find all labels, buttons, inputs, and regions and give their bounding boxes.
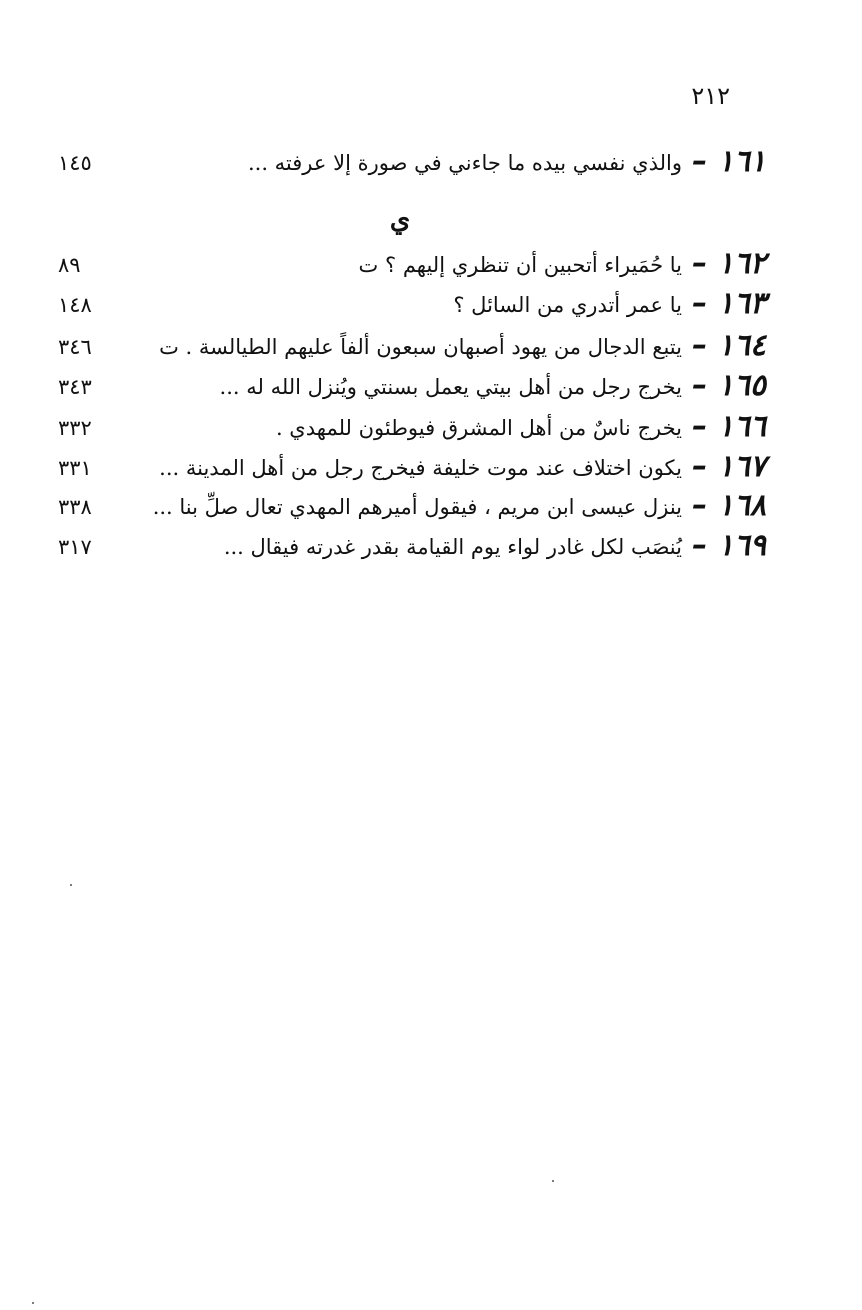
entry-number: ١٦٥ – bbox=[692, 368, 766, 403]
entry-number: ١٦٧ – bbox=[692, 449, 766, 484]
section-letter: ي bbox=[389, 205, 411, 235]
scan-speck bbox=[552, 1180, 554, 1182]
entry-page-ref: ٣٣٨ bbox=[58, 495, 92, 519]
entry-page-ref: ١٤٥ bbox=[58, 151, 92, 175]
entry-number: ١٦٤ – bbox=[692, 328, 766, 363]
entry-text: يخرج رجل من أهل بيتي يعمل بسنتي ويُنزل الله له ... bbox=[219, 375, 682, 399]
entry-page-ref: ٣٣٢ bbox=[58, 416, 92, 440]
entry-number: ١٦٨ – bbox=[692, 488, 766, 523]
entry-text: يا حُمَيراء أتحبين أن تنظري إليهم ؟ ت bbox=[358, 253, 682, 277]
index-entry bbox=[58, 144, 766, 186]
page-number: ٢١٢ bbox=[691, 82, 730, 110]
entry-number: ١٦٩ – bbox=[692, 528, 766, 563]
entry-number: ١٦٢ – bbox=[692, 246, 766, 281]
entry-text: يكون اختلاف عند موت خليفة فيخرج رجل من أهل المدينة ... bbox=[159, 456, 682, 480]
scan-speck bbox=[70, 884, 72, 886]
index-entry bbox=[58, 449, 766, 491]
entry-page-ref: ٣١٧ bbox=[58, 535, 92, 559]
entry-text: ينزل عيسى ابن مريم ، فيقول أميرهم المهدي تعال صلِّ بنا ... bbox=[152, 495, 682, 519]
entry-page-ref: ٨٩ bbox=[58, 253, 81, 277]
entry-page-ref: ٣٣١ bbox=[58, 456, 92, 480]
index-entry bbox=[58, 368, 766, 410]
index-entry bbox=[58, 409, 766, 451]
entry-text: يخرج ناسٌ من أهل المشرق فيوطئون للمهدي . bbox=[275, 416, 682, 440]
entry-page-ref: ١٤٨ bbox=[58, 293, 92, 317]
index-entry bbox=[58, 328, 766, 370]
entry-number: ١٦٣ – bbox=[692, 286, 766, 321]
entry-text: يتبع الدجال من يهود أصبهان سبعون ألفاً عليهم الطيالسة . ت bbox=[159, 335, 682, 359]
index-entry bbox=[58, 246, 766, 288]
index-entry bbox=[58, 286, 766, 328]
index-entry bbox=[58, 528, 766, 570]
entry-text: يُنصَب لكل غادر لواء يوم القيامة بقدر غدرته فيقال ... bbox=[223, 535, 682, 559]
entry-page-ref: ٣٤٦ bbox=[58, 335, 92, 359]
entry-page-ref: ٣٤٣ bbox=[58, 375, 92, 399]
scan-speck bbox=[32, 1302, 34, 1304]
entry-number: ١٦٦ – bbox=[692, 409, 766, 444]
entry-number: ١٦١ – bbox=[692, 144, 766, 179]
entry-text: يا عمر أتدري من السائل ؟ bbox=[453, 293, 682, 317]
index-entry bbox=[58, 488, 766, 530]
entry-text: والذي نفسي بيده ما جاءني في صورة إلا عرفته ... bbox=[247, 151, 682, 175]
